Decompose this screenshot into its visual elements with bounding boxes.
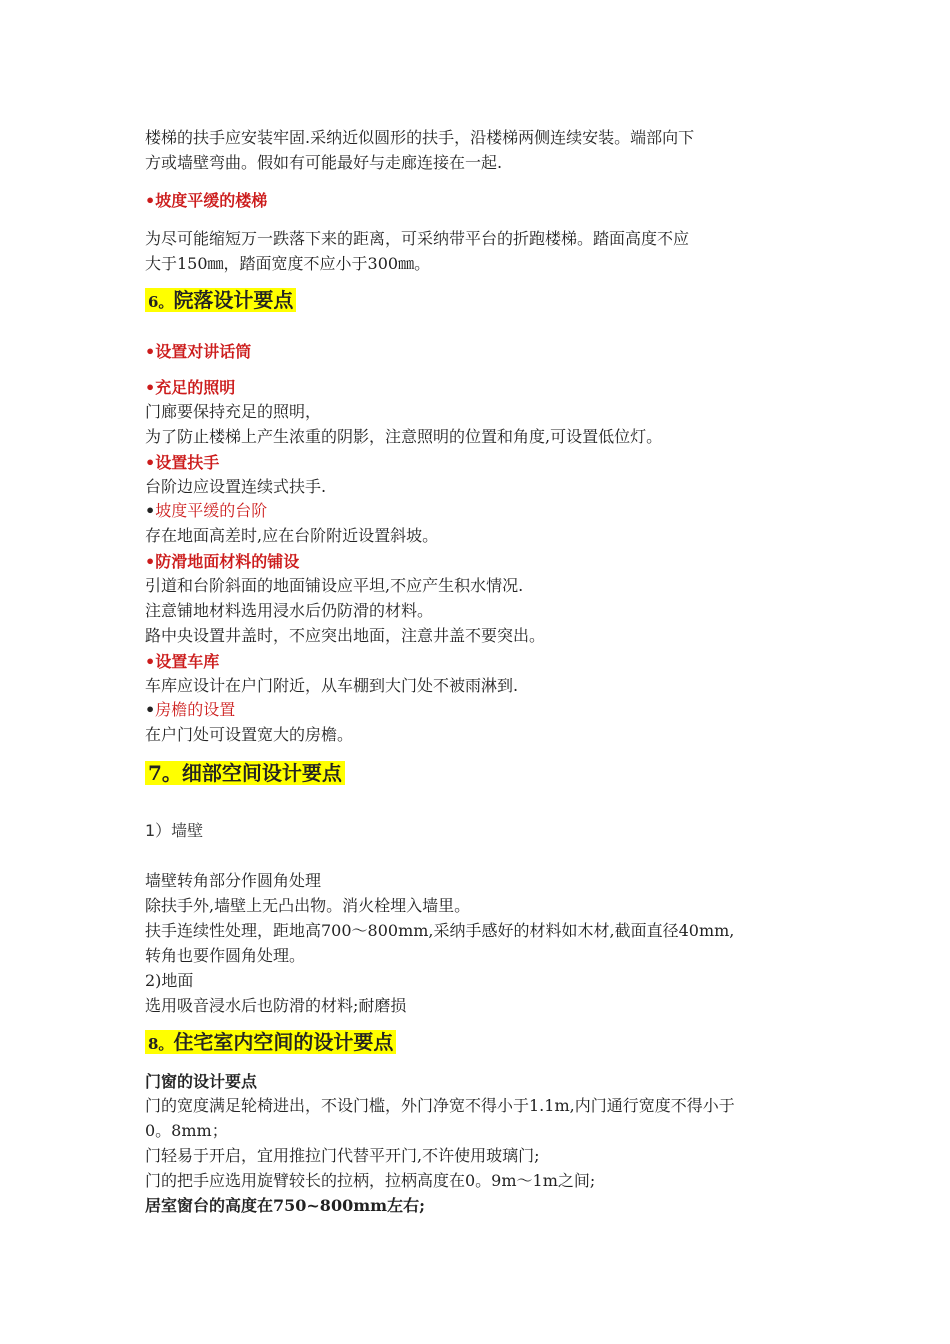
text-line: 除扶手外,墙壁上无凸出物。消火栓埋入墙里。 xyxy=(145,896,471,915)
text-line: 0。8mm； xyxy=(145,1121,228,1140)
paragraph-window-sill: 居室窗台的高度在750~800mm左右; xyxy=(145,1196,425,1215)
text-line: 为尽可能缩短万一跌落下来的距离，可采纳带平台的折跑楼梯。踏面高度不应 xyxy=(145,229,690,248)
heading-floor-material: •防滑地面材料的铺设 xyxy=(145,552,300,571)
section-6-title: 院落设计要点 xyxy=(173,288,294,312)
section-7-heading xyxy=(145,759,815,787)
text-line: 为了防止楼梯上产生浓重的阴影，注意照明的位置和角度,可设置低位灯。 xyxy=(145,427,663,446)
section-6-number: 6。 xyxy=(148,293,174,311)
text-line: 门的把手应选用旋臂较长的拉柄，拉柄高度在0。9m～1m之间; xyxy=(145,1171,596,1190)
bullet: • xyxy=(145,700,156,719)
section-8-title: 住宅室内空间的设计要点 xyxy=(173,1030,394,1054)
heading-gentle-stairs: •坡度平缓的楼梯 xyxy=(145,191,268,210)
heading-lighting: •充足的照明 xyxy=(145,378,236,397)
heading-gentle-steps xyxy=(145,498,815,523)
heading-garage: •设置车库 xyxy=(145,652,220,671)
paragraph-garage: 车库应设计在户门附近，从车棚到大门处不被雨淋到. xyxy=(145,676,519,695)
paragraph-doors-windows xyxy=(145,1093,815,1193)
heading-intercom: •设置对讲话筒 xyxy=(145,342,252,361)
text-line: 方或墙壁弯曲。假如有可能最好与走廊连接在一起. xyxy=(145,153,503,172)
text-line: 扶手连续性处理，距地高700～800mm,采纳手感好的材料如木材,截面直径40mm, xyxy=(145,921,735,940)
text-line: 门轻易于开启，宜用推拉门代替平开门,不许使用玻璃门; xyxy=(145,1146,540,1165)
paragraph-floor-material xyxy=(145,573,815,648)
heading-gentle-steps-text: 坡度平缓的台阶 xyxy=(155,501,268,520)
subheading-wall: 1）墙壁 xyxy=(145,821,204,840)
text-line: 门廊要保持充足的照明， xyxy=(145,402,322,421)
section-7-title: 7。细部空间设计要点 xyxy=(145,761,345,785)
paragraph-handrail: 台阶边应设置连续式扶手. xyxy=(145,477,327,496)
section-8-number: 8。 xyxy=(148,1035,174,1053)
paragraph-gentle-steps: 存在地面高差时,应在台阶附近设置斜坡。 xyxy=(145,526,439,545)
section-8-heading xyxy=(145,1028,815,1058)
paragraph-floor: 选用吸音浸水后也防滑的材料;耐磨损 xyxy=(145,996,407,1015)
heading-doors-windows: 门窗的设计要点 xyxy=(145,1072,258,1091)
section-6-heading xyxy=(145,286,815,316)
text-line: 路中央设置井盖时，不应突出地面，注意井盖不要突出。 xyxy=(145,626,546,645)
text-line: 楼梯的扶手应安装牢固.采纳近似圆形的扶手，沿楼梯两侧连续安装。端部向下 xyxy=(145,128,695,147)
bullet: • xyxy=(145,501,156,520)
text-line: 注意铺地材料选用浸水后仍防滑的材料。 xyxy=(145,601,434,620)
heading-eaves-text: 房檐的设置 xyxy=(155,700,236,719)
paragraph-stair-handrail xyxy=(145,125,815,175)
paragraph-lighting xyxy=(145,399,815,449)
heading-handrail: •设置扶手 xyxy=(145,453,220,472)
text-line: 门的宽度满足轮椅进出，不设门槛，外门净宽不得小于1.1m,内门通行宽度不得小于 xyxy=(145,1096,735,1115)
text-line: 转角也要作圆角处理。 xyxy=(145,946,306,965)
text-line: 引道和台阶斜面的地面铺设应平坦,不应产生积水情况. xyxy=(145,576,524,595)
paragraph-gentle-stairs xyxy=(145,226,815,276)
subheading-floor: 2)地面 xyxy=(145,971,194,990)
text-line: 大于150㎜，踏面宽度不应小于300㎜。 xyxy=(145,254,431,273)
text-line: 墙壁转角部分作圆角处理 xyxy=(145,871,322,890)
heading-eaves xyxy=(145,697,815,722)
paragraph-wall xyxy=(145,868,815,968)
paragraph-eaves: 在户门处可设置宽大的房檐。 xyxy=(145,725,354,744)
